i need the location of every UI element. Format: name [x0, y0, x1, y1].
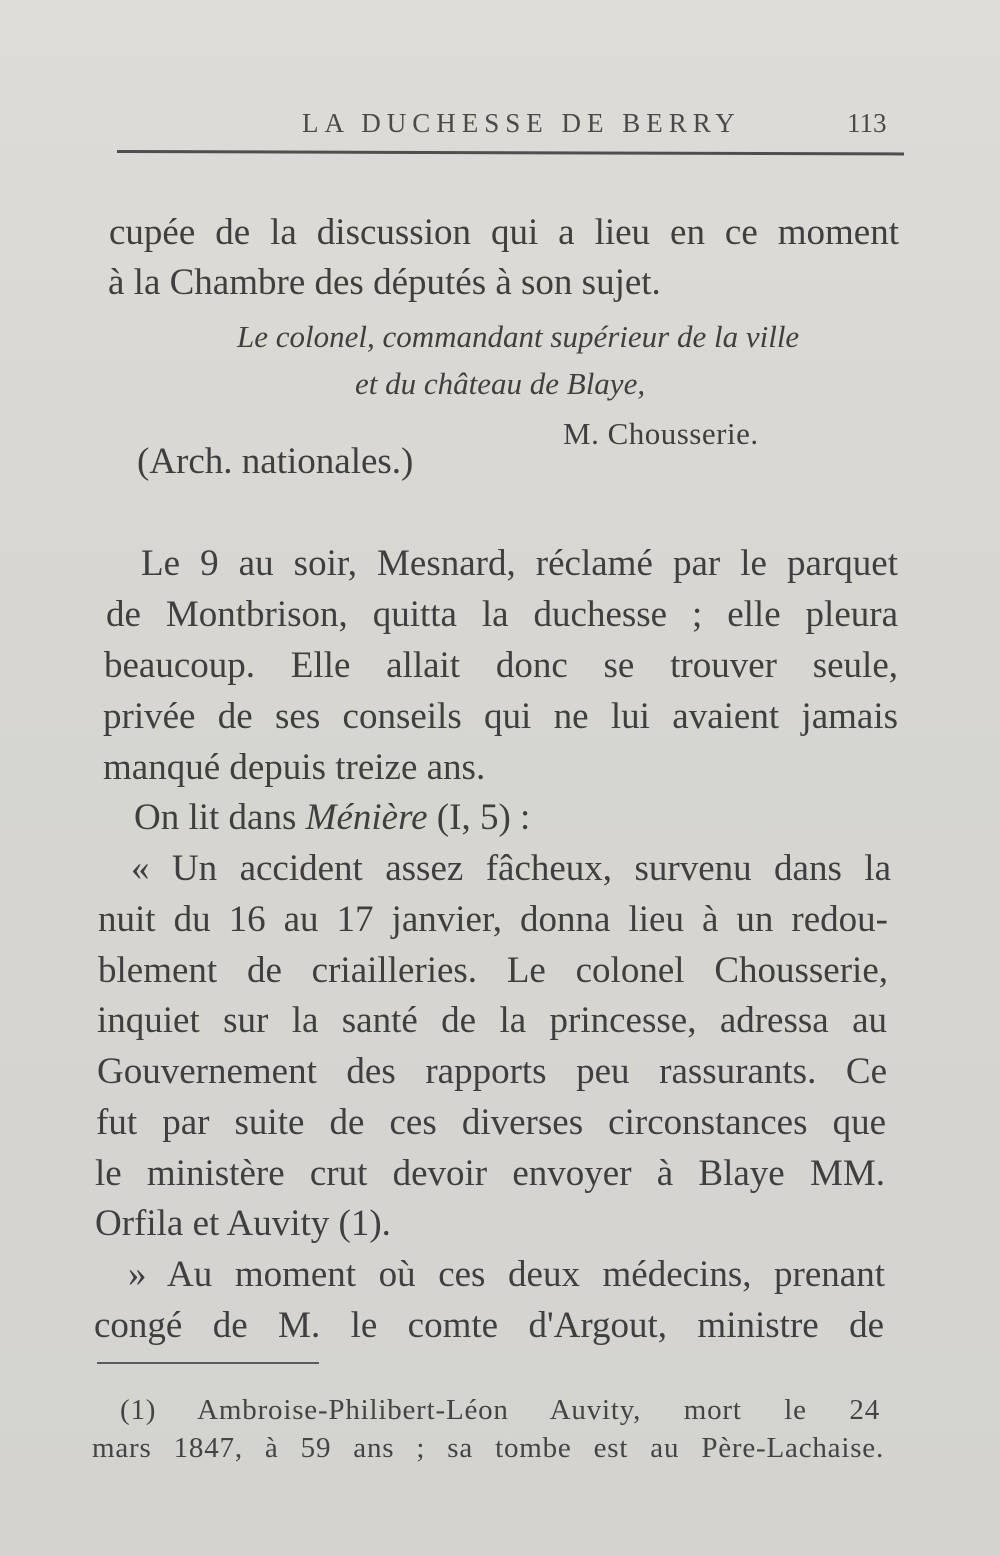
paragraph-line-1: Le 9 au soir, Mesnard, réclamé par le parquet	[141, 543, 898, 584]
citation-reference: (I, 5) :	[436, 797, 531, 838]
letter-signature: M. Chousserie.	[563, 416, 759, 451]
running-header-title: LA DUCHESSE DE BERRY	[302, 108, 741, 138]
quote-line-1: « Un accident assez fâcheux, survenu dans la	[131, 848, 891, 889]
cited-author: Ménière	[305, 797, 428, 838]
footnote-line-2: mars 1847, à 59 ans ; sa tombe est au Père-Lachaise.	[92, 1432, 884, 1464]
footnote-line-1: (1) Ambroise-Philibert-Léon Auvity, mort le 24	[120, 1394, 880, 1426]
quote-line-2: nuit du 16 au 17 janvier, donna lieu à un redou-	[98, 899, 888, 940]
quote-line-7: le ministère crut devoir envoyer à Blaye MM.	[95, 1153, 885, 1194]
quote-line-10: congé de M. le comte d'Argout, ministre de	[94, 1305, 884, 1346]
header-rule	[117, 150, 904, 155]
paragraph-line-2: de Montbrison, quitta la duchesse ; elle pleura	[106, 594, 898, 635]
paragraph-line-4: privée de ses conseils qui ne lui avaient jamais	[103, 696, 898, 737]
letter-closing-line-2: et du château de Blaye,	[355, 366, 646, 401]
citation-prefix: On lit dans	[134, 797, 297, 838]
paragraph-line-5: manqué depuis treize ans.	[103, 747, 486, 788]
footnote-rule	[97, 1362, 319, 1364]
quote-line-4: inquiet sur la santé de la princesse, adressa au	[97, 1000, 887, 1041]
paragraph-line-3: beaucoup. Elle allait donc se trouver seule,	[104, 645, 898, 686]
body-line-1: cupée de la discussion qui a lieu en ce moment	[109, 212, 899, 253]
quote-line-8: Orfila et Auvity (1).	[95, 1203, 391, 1244]
page-number: 113	[847, 108, 887, 138]
quote-line-9: » Au moment où ces deux médecins, prenant	[128, 1254, 885, 1295]
quote-line-3: blement de criailleries. Le colonel Chousserie,	[98, 950, 888, 991]
archive-citation: (Arch. nationales.)	[137, 441, 414, 482]
letter-closing-line-1: Le colonel, commandant supérieur de la ville	[237, 319, 800, 354]
body-line-2: à la Chambre des députés à son sujet.	[108, 262, 661, 303]
quote-line-5: Gouvernement des rapports peu rassurants. Ce	[97, 1051, 887, 1092]
quote-line-6: fut par suite de ces diverses circonstances que	[96, 1102, 886, 1143]
citation-line	[134, 799, 530, 836]
